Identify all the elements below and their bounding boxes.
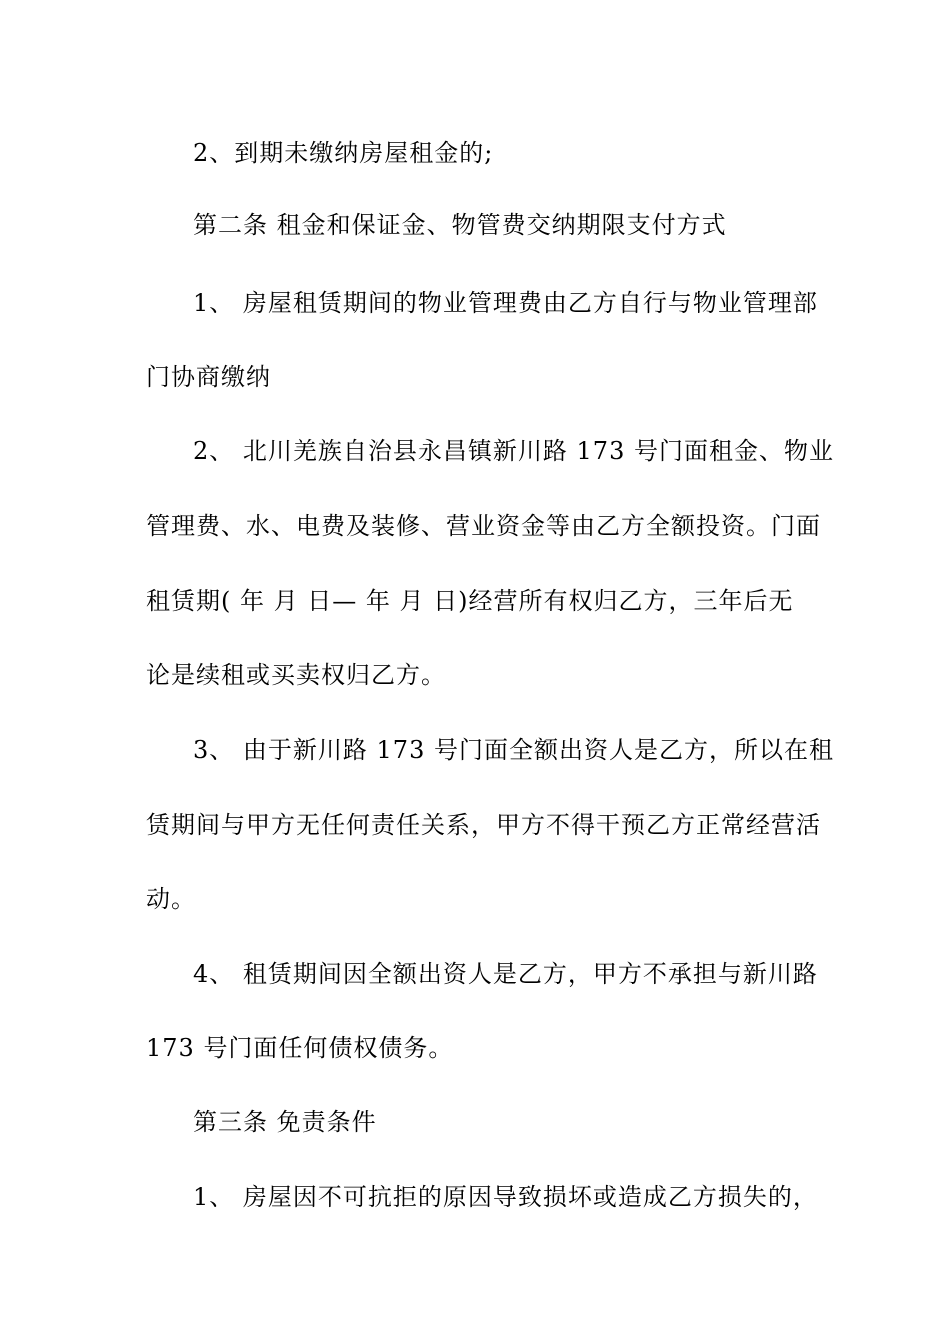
text-line: 173 号门面任何债权债务。 xyxy=(146,1034,454,1062)
text-line: 管理费、水、电费及装修、营业资金等由乙方全额投资。门面 xyxy=(146,512,821,540)
text-line: 1、 房屋租赁期间的物业管理费由乙方自行与物业管理部 xyxy=(193,289,818,317)
section-heading: 第三条 免责条件 xyxy=(193,1108,377,1136)
text-line: 2、 北川羌族自治县永昌镇新川路 173 号门面租金、物业 xyxy=(193,437,834,465)
text-line: 租赁期( 年 月 日— 年 月 日)经营所有权归乙方，三年后无 xyxy=(146,587,794,615)
text-line: 动。 xyxy=(146,885,196,913)
text-line: 2、到期未缴纳房屋租金的; xyxy=(193,139,494,167)
text-line: 论是续租或买卖权归乙方。 xyxy=(146,661,446,689)
text-line: 门协商缴纳 xyxy=(146,363,271,391)
section-heading: 第二条 租金和保证金、物管费交纳期限支付方式 xyxy=(193,211,727,239)
text-line: 3、 由于新川路 173 号门面全额出资人是乙方，所以在租 xyxy=(193,736,834,764)
text-line: 1、 房屋因不可抗拒的原因导致损坏或造成乙方损失的， xyxy=(193,1183,818,1211)
text-line: 4、 租赁期间因全额出资人是乙方，甲方不承担与新川路 xyxy=(193,960,818,988)
text-line: 赁期间与甲方无任何责任关系，甲方不得干预乙方正常经营活 xyxy=(146,811,821,839)
